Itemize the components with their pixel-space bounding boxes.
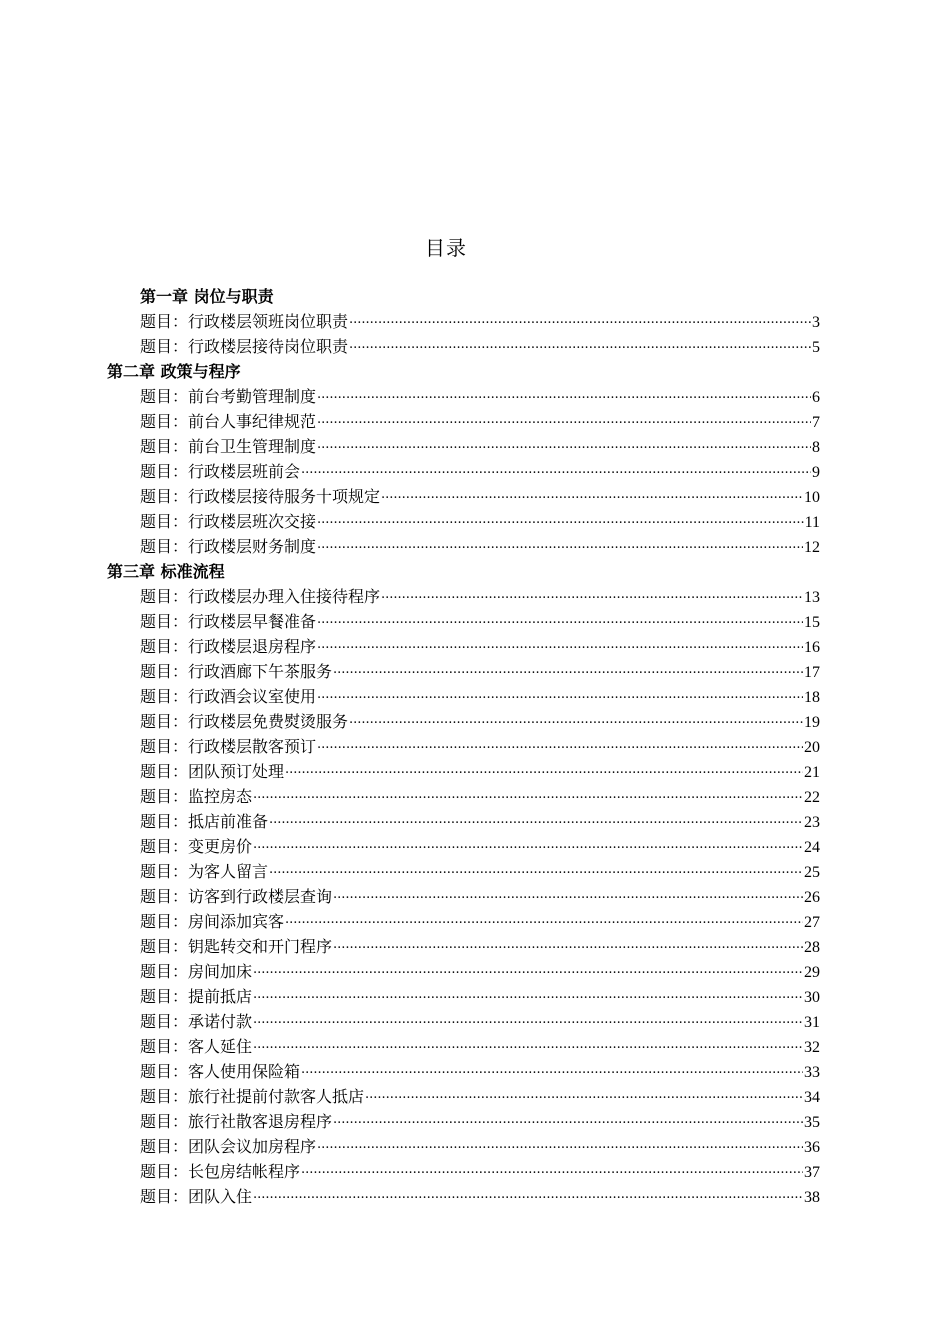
dot-leader bbox=[381, 580, 803, 605]
toc-entry-page: 31 bbox=[804, 1014, 820, 1031]
toc-entry-page: 25 bbox=[804, 864, 820, 881]
toc-entry-page: 26 bbox=[804, 889, 820, 906]
toc-entry-page: 16 bbox=[804, 639, 820, 656]
toc-entry-page: 21 bbox=[804, 764, 820, 781]
dot-leader bbox=[317, 505, 804, 530]
toc-entry-page: 36 bbox=[804, 1139, 820, 1156]
chapter-heading: 第三章 标准流程 bbox=[107, 562, 225, 581]
toc-entry-label: 题目：团队入住 bbox=[140, 1187, 253, 1206]
toc-entry-page: 20 bbox=[804, 739, 820, 756]
dot-leader bbox=[253, 980, 803, 1005]
toc-entry-label: 题目：监控房态 bbox=[140, 787, 253, 806]
dot-leader bbox=[253, 1030, 803, 1055]
toc-entry-page: 7 bbox=[812, 414, 820, 431]
table-of-contents bbox=[0, 284, 950, 1209]
dot-leader bbox=[317, 680, 803, 705]
dot-leader bbox=[253, 1005, 803, 1030]
dot-leader bbox=[269, 855, 803, 880]
dot-leader bbox=[269, 805, 803, 830]
toc-title: 目录 bbox=[425, 236, 467, 260]
toc-entry-label: 题目：为客人留言 bbox=[140, 862, 269, 881]
toc-entry-label: 题目：行政酒廊下午茶服务 bbox=[140, 662, 333, 681]
toc-entry-page: 18 bbox=[804, 689, 820, 706]
toc-entry-page: 19 bbox=[804, 714, 820, 731]
toc-entry-label: 题目：行政楼层班次交接 bbox=[140, 512, 317, 531]
toc-entry-page: 9 bbox=[812, 464, 820, 481]
dot-leader bbox=[253, 780, 803, 805]
toc-entry-page: 38 bbox=[804, 1189, 820, 1206]
toc-entry-page: 30 bbox=[804, 989, 820, 1006]
toc-entry-page: 37 bbox=[804, 1164, 820, 1181]
toc-entry-page: 32 bbox=[804, 1039, 820, 1056]
toc-entry-page: 28 bbox=[804, 939, 820, 956]
toc-entry-label: 题目：旅行社提前付款客人抵店 bbox=[140, 1087, 365, 1106]
toc-entry-page: 3 bbox=[812, 314, 820, 331]
toc-entry-label: 题目：团队会议加房程序 bbox=[140, 1137, 317, 1156]
toc-entry-page: 8 bbox=[812, 439, 820, 456]
dot-leader bbox=[301, 455, 811, 480]
dot-leader bbox=[333, 1105, 803, 1130]
toc-entry-page: 27 bbox=[804, 914, 820, 931]
dot-leader bbox=[301, 1155, 803, 1180]
toc-entry-label: 题目：行政楼层散客预订 bbox=[140, 737, 317, 756]
toc-entry-label: 题目：长包房结帐程序 bbox=[140, 1162, 301, 1181]
dot-leader bbox=[333, 880, 803, 905]
toc-entry-label: 题目：行政楼层财务制度 bbox=[140, 537, 317, 556]
toc-entry-label: 题目：前台人事纪律规范 bbox=[140, 412, 317, 431]
dot-leader bbox=[317, 430, 811, 455]
toc-entry-page: 24 bbox=[804, 839, 820, 856]
toc-entry-label: 题目：客人延住 bbox=[140, 1037, 253, 1056]
dot-leader bbox=[253, 955, 803, 980]
dot-leader bbox=[317, 730, 803, 755]
toc-entry-page: 15 bbox=[804, 614, 820, 631]
dot-leader bbox=[317, 605, 803, 630]
toc-entry-label: 题目：前台卫生管理制度 bbox=[140, 437, 317, 456]
toc-entry-label: 题目：行政楼层接待岗位职责 bbox=[140, 337, 349, 356]
toc-entry-label: 题目：旅行社散客退房程序 bbox=[140, 1112, 333, 1131]
toc-entry-label: 题目：行政楼层办理入住接待程序 bbox=[140, 587, 381, 606]
toc-entry[interactable] bbox=[140, 534, 820, 559]
dot-leader bbox=[333, 655, 803, 680]
chapter-heading: 第二章 政策与程序 bbox=[107, 362, 241, 381]
toc-entry-label: 题目：钥匙转交和开门程序 bbox=[140, 937, 333, 956]
dot-leader bbox=[317, 530, 803, 555]
dot-leader bbox=[333, 930, 803, 955]
dot-leader bbox=[317, 380, 811, 405]
toc-entry-page: 33 bbox=[804, 1064, 820, 1081]
dot-leader bbox=[349, 705, 803, 730]
dot-leader bbox=[317, 630, 803, 655]
toc-entry-page: 34 bbox=[804, 1089, 820, 1106]
toc-entry-label: 题目：团队预订处理 bbox=[140, 762, 285, 781]
toc-entry-page: 23 bbox=[804, 814, 820, 831]
toc-entry-label: 题目：行政酒会议室使用 bbox=[140, 687, 317, 706]
toc-entry-page: 22 bbox=[804, 789, 820, 806]
toc-entry-label: 题目：房间加床 bbox=[140, 962, 253, 981]
toc-entry-label: 题目：提前抵店 bbox=[140, 987, 253, 1006]
dot-leader bbox=[285, 905, 803, 930]
dot-leader bbox=[301, 1055, 803, 1080]
toc-entry-page: 17 bbox=[804, 664, 820, 681]
toc-entry-page: 11 bbox=[804, 514, 820, 531]
toc-entry-label: 题目：承诺付款 bbox=[140, 1012, 253, 1031]
toc-entry-label: 题目：前台考勤管理制度 bbox=[140, 387, 317, 406]
toc-entry-label: 题目：行政楼层退房程序 bbox=[140, 637, 317, 656]
toc-entry-label: 题目：房间添加宾客 bbox=[140, 912, 285, 931]
toc-entry-page: 10 bbox=[804, 489, 820, 506]
toc-entry-page: 35 bbox=[804, 1114, 820, 1131]
toc-entry-label: 题目：行政楼层免费熨烫服务 bbox=[140, 712, 349, 731]
toc-entry-label: 题目：行政楼层领班岗位职责 bbox=[140, 312, 349, 331]
toc-entry-label: 题目：抵店前准备 bbox=[140, 812, 269, 831]
toc-entry-label: 题目：访客到行政楼层查询 bbox=[140, 887, 333, 906]
toc-entry-page: 12 bbox=[804, 539, 820, 556]
toc-entry-label: 题目：客人使用保险箱 bbox=[140, 1062, 301, 1081]
dot-leader bbox=[317, 405, 811, 430]
dot-leader bbox=[365, 1080, 803, 1105]
toc-entry-page: 6 bbox=[812, 389, 820, 406]
toc-entry[interactable] bbox=[140, 334, 820, 359]
dot-leader bbox=[349, 330, 811, 355]
dot-leader bbox=[285, 755, 803, 780]
toc-entry-label: 题目：行政楼层接待服务十项规定 bbox=[140, 487, 381, 506]
toc-entry-page: 29 bbox=[804, 964, 820, 981]
dot-leader bbox=[317, 1130, 803, 1155]
dot-leader bbox=[253, 830, 803, 855]
toc-entry[interactable] bbox=[140, 1184, 820, 1209]
dot-leader bbox=[253, 1180, 803, 1205]
dot-leader bbox=[349, 305, 811, 330]
toc-entry-label: 题目：变更房价 bbox=[140, 837, 253, 856]
chapter-heading: 第一章 岗位与职责 bbox=[140, 287, 274, 306]
toc-entry-label: 题目：行政楼层早餐准备 bbox=[140, 612, 317, 631]
toc-entry-page: 5 bbox=[812, 339, 820, 356]
toc-entry-page: 13 bbox=[804, 589, 820, 606]
dot-leader bbox=[381, 480, 803, 505]
toc-entry-label: 题目：行政楼层班前会 bbox=[140, 462, 301, 481]
